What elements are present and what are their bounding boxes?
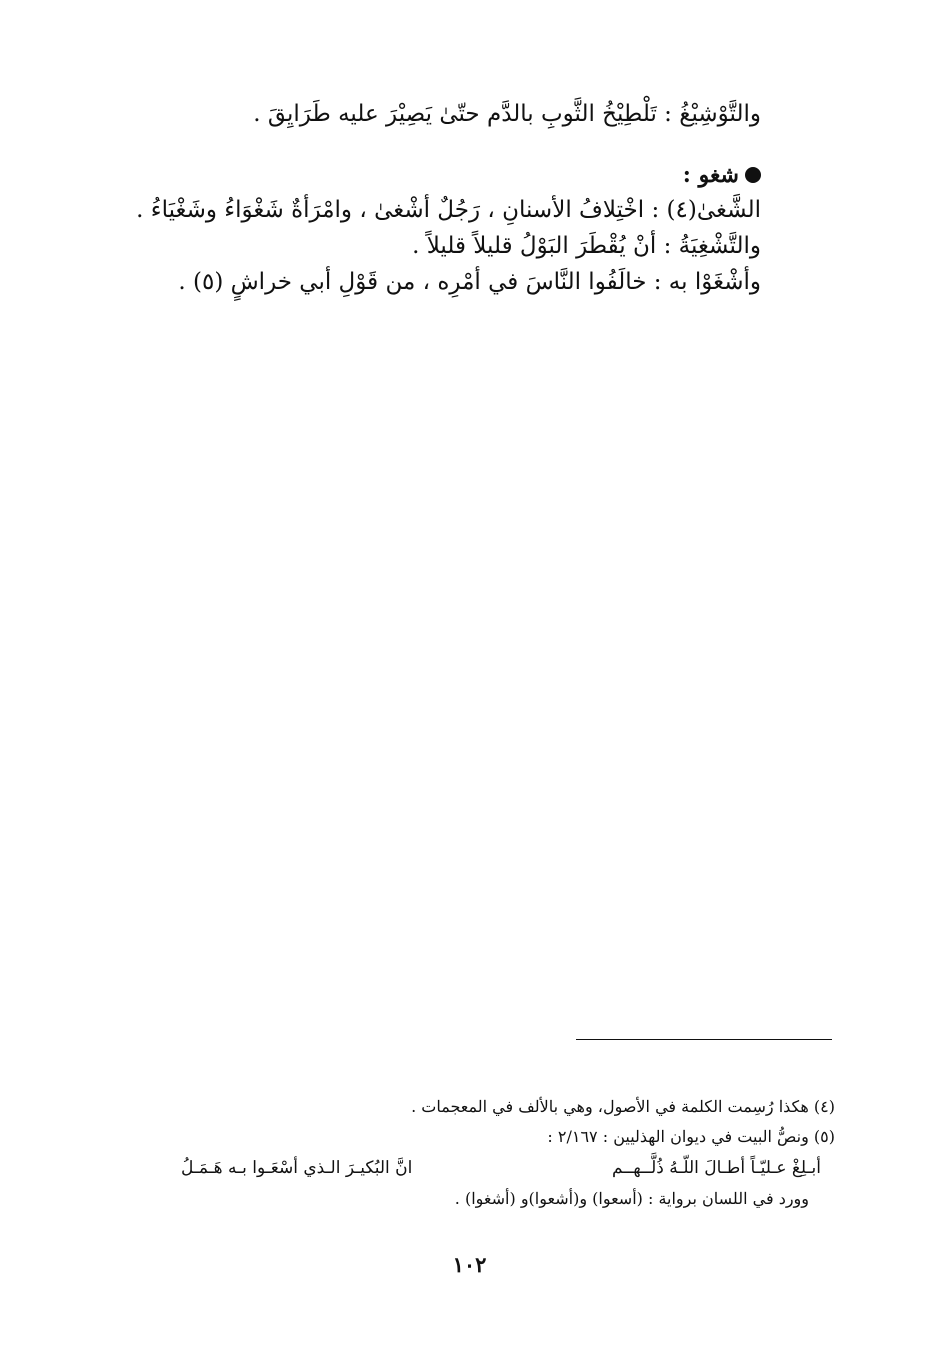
footnote-4: (٤) هكذا رُسِمت الكلمة في الأصول، وهي بالألف في المعجمات .	[411, 1097, 835, 1116]
footnotes-block	[155, 1092, 835, 1214]
poetry-verse	[181, 1152, 821, 1184]
footnote-5: (٥) ونصُّ البيت في ديوان الهذليين : ٢/١٦٧ :	[547, 1127, 835, 1146]
footnote-divider	[576, 1039, 832, 1040]
verse-second-hemistich: انَّ البُكيـرَ الـذي أسْعَـوا بـه هَـمَـلُ	[181, 1158, 413, 1178]
definition-line-ashghaw: وأشْغَوْا به : خالَفُوا النَّاسَ في أمْرِه ، من قَوْلِ أبي خراشٍ (٥) .	[178, 269, 761, 295]
bullet-icon	[745, 167, 761, 183]
verse-first-hemistich: أبـلِغْ عـليّـاً أطـالَ اللّـهُ ذُلَّــهــم	[612, 1158, 821, 1178]
definition-line-tawshigh: والتَّوْشِيْغُ : تَلْطِيْخُ الثَّوبِ بالدَّم حتّىٰ يَصِيْرَ عليه طَرَايِقَ .	[253, 101, 761, 127]
footnote-5-continued: وورد في اللسان برواية : (أسعوا) و(أشعوا)و (أشغوا) .	[454, 1189, 809, 1208]
entry-heading	[161, 158, 761, 192]
main-text-block	[136, 96, 761, 300]
page-number: ١٠٢	[452, 1252, 487, 1277]
entry-heading-text: شغو :	[682, 162, 739, 188]
definition-line-shagha: الشَّغىٰ(٤) : اخْتِلافُ الأسنانِ ، رَجُلٌ أشْغىٰ ، وامْرَأةٌ شَغْوَاءُ وشَغْيَاءُ .	[136, 197, 761, 223]
definition-line-tashghiya: والتَّشْغِيَةُ : أنْ يُقْطَرَ البَوْلُ قليلاً قليلاً .	[412, 233, 761, 259]
